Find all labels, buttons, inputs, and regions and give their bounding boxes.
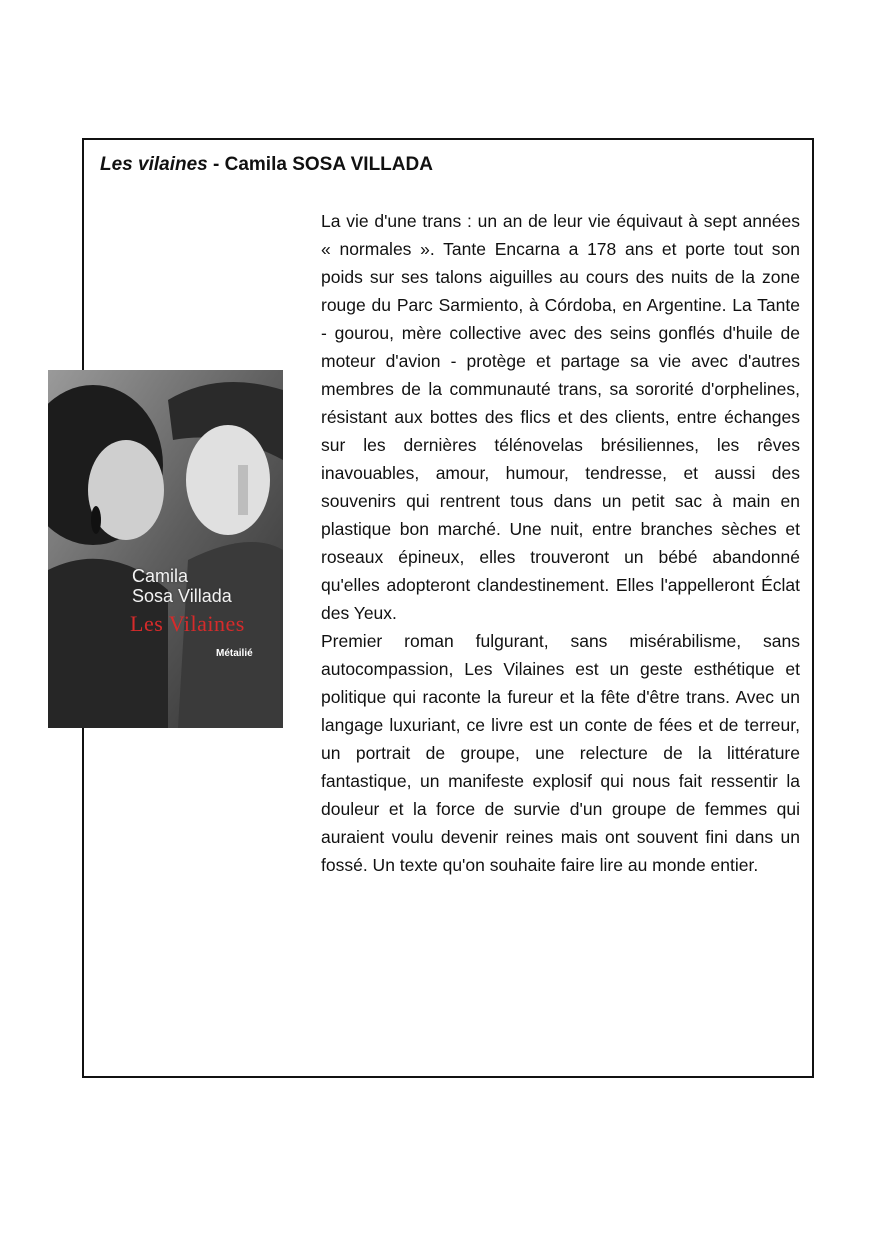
page-title xyxy=(100,154,433,176)
cover-photo xyxy=(48,370,283,728)
cover-title: Les Vilaines xyxy=(130,611,245,636)
cover-author-first: Camila xyxy=(132,566,189,586)
book-cover-image xyxy=(48,370,283,728)
cover-publisher: Métailié xyxy=(216,648,253,659)
cover-author xyxy=(132,566,232,606)
book-summary xyxy=(321,207,800,879)
author-name: - Camila SOSA VILLADA xyxy=(207,154,433,175)
summary-paragraph-1: La vie d'une trans : un an de leur vie équivaut à sept années « normales ». Tante Encarna a 178 ans et porte tout son poids sur ses talons aiguilles au cours des nuits de la zone rouge du Parc Sarmiento, à Córdoba, en Argentine. La Tante - gourou, mère collective avec des seins gonflés d'huile de moteur d'avion - protège et partage sa vie avec d'autres membres de la communauté trans, sa sororité d'orphelines, résistant aux bottes des flics et des clients, entre échanges sur les dernières télénovelas brésiliennes, les rêves inavouables, amour, humour, tendresse, et aussi des souvenirs qui rentrent tous dans un petit sac à main en plastique bon marché. Une nuit, entre branches sèches et roseaux épineux, elles trouveront un bébé abandonné qu'elles adopteront clandestinement. Elles l'appelleront Éclat des Yeux. xyxy=(321,211,800,623)
book-title-italic: Les vilaines xyxy=(100,154,208,175)
cover-author-last: Sosa Villada xyxy=(132,586,232,606)
summary-paragraph-2: Premier roman fulgurant, sans misérabilisme, sans autocompassion, Les Vilaines est un geste esthétique et politique qui raconte la fureur et la fête d'être trans. Avec un langage luxuriant, ce livre est un conte de fées et de terreur, un portrait de groupe, une relecture de la littérature fantastique, un manifeste explosif qui nous fait ressentir la douleur et la force de survie d'un groupe de femmes qui auraient voulu devenir reines mais ont souvent fini dans un fossé. Un texte qu'on souhaite faire lire au monde entier. xyxy=(321,631,800,875)
